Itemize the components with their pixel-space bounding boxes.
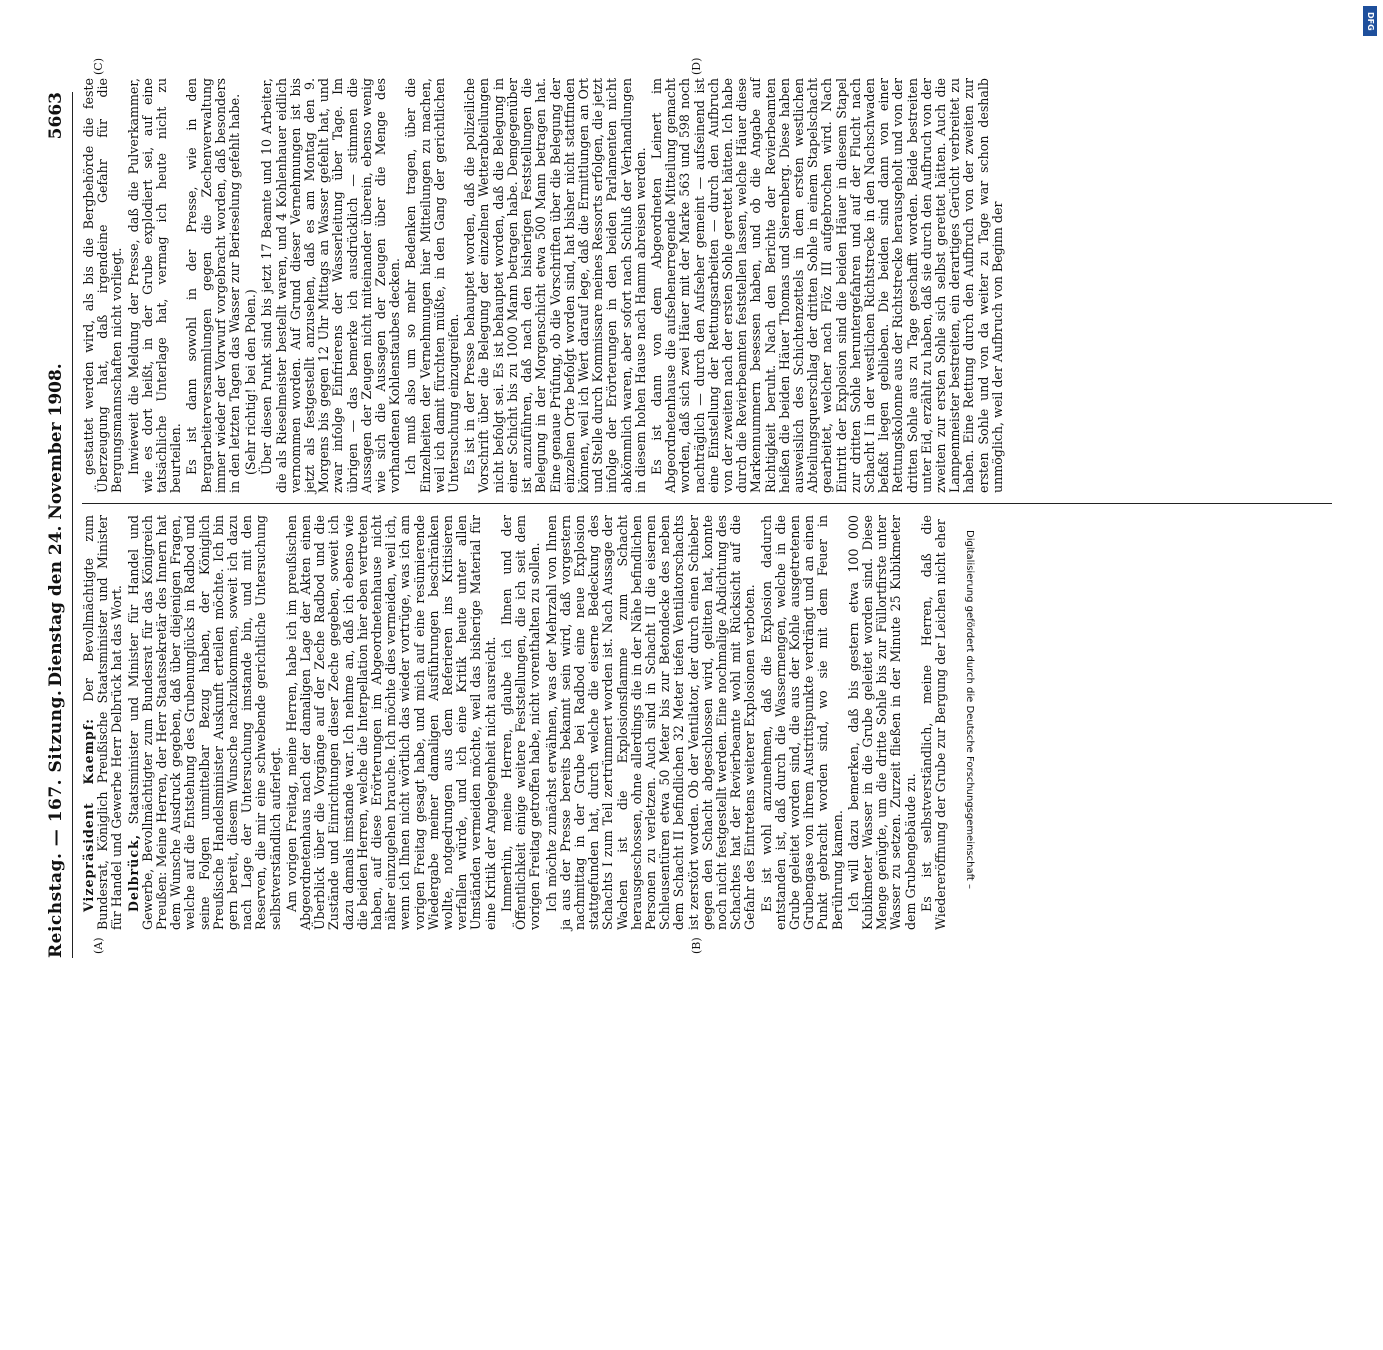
margin-marker-c: (C)	[92, 58, 105, 75]
paragraph	[920, 515, 948, 930]
dfg-logo: DFG	[1363, 6, 1377, 36]
paragraph-text: Es ist dann sowohl in der Presse, wie in den Bergarbeiterversammlungen gegen die Zechenverwaltung immer wieder der Vorwurf vorgebracht worden, daß besonders in den letzten Tagen das Wasser zur Berieselung gefehlt habe.	[184, 78, 243, 493]
paragraph	[127, 515, 283, 930]
paragraph-text: Ich muß also um so mehr Bedenken tragen, über die Einzelheiten der Vernehmungen hier Mitteilungen zu machen, weil ich damit fürchten müßte, in den Gang der gerichtlichen Untersuchung einzugreifen.	[403, 78, 462, 493]
paragraph-text: Es ist in der Presse behauptet worden, daß die polizeiliche Vorschrift über die Belegung der einzelnen Wetterabteilungen nicht befolgt sei. Es ist behauptet worden, daß die Belegung in einer Schicht bis zu 1000 Mann betragen habe. Demgegenüber ist anzuführen, daß nach den bisherigen Feststellungen die Belegung in der Morgenschicht etwa 500 Mann betragen hat. Eine genaue Prüfung, ob die Vorschriften über die Belegung der einzelnen Orte befolgt worden sind, hat bisher nicht stattfinden können, weil ich Wert darauf lege, daß die Ermittlungen an Ort und Stelle durch Kommissare meines Ressorts erfolgen, die jetzt infolge der Erörterungen in den beiden Parlamenten nicht abkömmlich waren, aber sofort nach Schluß der Verhandlungen in diesem hohen Hause nach Hamm abreisen werden.	[462, 78, 648, 493]
paragraph-text: Über diesen Punkt sind bis jetzt 17 Beamte und 10 Arbeiter, die als Rieselmeister bestellt waren, und 4 Kohlenhauer eidlich vernommen worden. Auf Grund dieser Vernehmungen ist bis jetzt als festgestellt anzusehen, daß es am Montag den 9. Morgens bis gegen 12 Uhr Mittags an Wasser gefehlt hat, und zwar infolge Einfrierens der Wasserleitung über Tage. Im übrigen — das bemerke ich ausdrücklich — stimmen die Aussagen der Zeugen nicht miteinander überein, ebenso wenig wie sich die Aussagen der Zeugen über die Menge des vorhandenen Kohlenstaubes decken.	[259, 78, 403, 493]
page-number: 5663	[46, 92, 66, 140]
header-date: Dienstag den 24. November 1908.	[46, 363, 66, 687]
margin-marker-d: (D)	[690, 57, 703, 75]
paragraph-text: gestattet werden wird, als bis die Bergbehörde die feste Überzeugung hat, daß irgendeine Gefahr für die Bergungsmannschaften nicht vorliegt.	[81, 78, 125, 493]
paragraph	[127, 78, 184, 493]
paragraph-text: Immerhin, meine Herren, glaube ich Ihnen und der Öffentlichkeit einige weitere Feststellungen, die ich seit dem vorigen Freitag getroffen habe, nicht vorenthalten zu sollen.	[498, 515, 543, 930]
paragraph	[260, 78, 402, 493]
paragraph	[82, 515, 125, 930]
paragraph-text: Es ist dann von dem Abgeordneten Leinert im Abgeordnetenhause die aufsehenerregende Mitteilung gemacht worden, daß sich zwei Häuer mit der Marke 563 und 598 noch nachträglich — durch den Aufseher gemeint — aufseinend ist eine Einstellung der Rettungsarbeiten — durch den Aufbruch von der zweiten nach der ersten Sohle gerettet hätten. Ich habe durch die Revierbeamten feststellen lassen, welche Häuer diese Markennummern besessen haben, und ob die Angabe auf Richtigkeit beruht. Nach den Berichte der Revierbeamten heißen die beiden Häuer Thomas und Sierenberg. Diese haben ausweislich des Schichtenzettels in dem ersten westlichen Abteilungsquerschlag der dritten Sohle in einem Stapelschacht gearbeitet, welcher nach Flöz III aufgebrochen wird. Nach Eintritt der Explosion sind die beiden Häuer in diesem Stapel zur dritten Sohle heruntergefahren und auf der Flucht nach Schacht I in der westlichen Richtstrecke in den Nachschwaden befaßt liegen geblieben. Die beiden sind dann von einer Rettungskolonne aus der Richtstrecke herausgeholt und von der dritten Sohle aus zu Tage geschafft worden. Beide bestreiten unter Eid, erzählt zu haben, daß sie durch den Aufbruch von der zweiten zur ersten Sohle sich selbst gerettet hätten. Auch die Lampenmeister bestreiten, ein derartiges Gerücht verbreitet zu haben. Eine Rettung durch den Aufbruch von der zweiten zur ersten Sohle und von da weiter zu Tage war schon deshalb unmöglich, weil der Aufbruch von Beginn der	[648, 78, 1005, 493]
margin-marker-b: (B)	[690, 937, 703, 954]
speaker-name: Vizepräsident Kaempf:	[81, 718, 96, 912]
paragraph	[82, 78, 125, 493]
paragraph-text: (Sehr richtig! bei den Polen.)	[243, 289, 259, 475]
right-text-column	[82, 78, 1007, 493]
paragraph-text: Ich möchte zunächst erwähnen, was der Mehrzahl von Ihnen ja aus der Presse bereits bekannt sein wird, daß vorgestern nachmittag in der Grube bei Radbod eine neue Explosion stattgefunden hat, durch welche die eiserne Bedeckung des Schachts I zum Teil zertrümmert worden ist. Nach Aussage der Wachen ist die Explosionsflamme zum Schacht herausgeschossen, ohne allerdings die in der Nähe befindlichen Personen zu verletzen. Auch sind in Schacht II die eisernen Schleusentüren etwa 50 Meter bis zur Betondecke des neben dem Schacht II befindlichen 32 Meter tiefen Ventilatorschachts ist zerstört worden. Ob der Ventilator, der durch einen Schieber gegen den Schacht abgeschlossen wird, gelitten hat, konnte noch nicht festgestellt werden. Eine nochmalige Abdichtung des Schachtes hat der Revierbeamte wohl mit Rücksicht auf die Gefahr des Eintretens weiterer Explosionen verboten.	[543, 515, 758, 930]
paragraph	[650, 78, 1005, 493]
paragraph	[185, 78, 242, 493]
paragraph-text: Der Bevollmächtigte zum Bundesrat, Königlich Preußische Staatsminister und Minister für Handel und Gewerbe Herr Delbrück hat das Wort.	[81, 515, 125, 930]
paragraph	[545, 515, 758, 930]
paragraph	[285, 515, 498, 930]
paragraph-text: Am vorigen Freitag, meine Herren, habe ich im preußischen Abgeordnetenhaus nach der damaligen Lage der Akten einen Überblick über die Vorgänge auf der Zeche Radbod und die Zustände und Einrichtungen dieser Zeche gegeben, soweit ich dazu damals imstande war. Ich nehme an, daß ich ebenso wie die beiden Herren, welche die Interpellation hier eben vertreten haben, auf diese Erörterungen im Abgeordnetenhause nicht näher einzugehen brauche. Ich möchte dies vermeiden, weil ich, wenn ich Ihnen nicht wörtlich das wieder vortrüge, was ich am vorigen Freitag gesagt habe, und mich auf eine resümierende Wiedergabe meiner damaligen Ausführungen beschränken wollte, notgedrungen aus dem Referieren ins Kritisieren verfallen würde, und ich eine Kritik heute unter allen Umständen vermeiden möchte, weil das bisherige Material für eine Kritik der Angelegenheit nicht ausreicht.	[283, 515, 498, 930]
speaker-name: Delbrück,	[125, 833, 141, 912]
left-text-column	[82, 515, 950, 930]
paragraph	[463, 78, 648, 493]
paragraph	[847, 515, 918, 930]
paragraph-text: Ich will dazu bemerken, daß bis gestern etwa 100 000 Kubikmeter Wasser in die Grube geleitet worden sind. Diese Menge genügte, um die dritte Sohle bis zur Füllortfirste unter Wasser zu setzen. Zurzeit fließen in der Minute 25 Kubikmeter dem Grubengebäude zu.	[845, 515, 918, 930]
margin-marker-a: (A)	[92, 937, 105, 954]
paragraph-text: Inwieweit die Meldung der Presse, daß die Pulverkammer, wie es dort heißt, in der Grube explodiert sei, auf eine tatsächliche Unterlage hat, vermag ich heute nicht zu beurteilen.	[125, 78, 184, 493]
paragraph-text: Es ist selbstverständlich, meine Herren, daß die Wiedereröffnung der Grube zur Bergung der Leichen nicht eher	[918, 515, 948, 930]
paragraph	[244, 78, 258, 493]
paragraph	[500, 515, 543, 930]
paragraph-text: Staatsminister und Minister für Handel und Gewerbe, Bevollmächtigter zum Bundesrat für das Königreich Preußen: Meine Herren, der Herr Staatssekretär des Innern hat dem Wunsche Ausdruck gegeben, daß über diejenigen Fragen, welche auf die Entstehung des Grubenunglücks in Radbod und seine Folgen unmittelbar Bezug haben, der Königlich Preußische Handelsminister Auskunft erteilen möchte. Ich bin gern bereit, diesem Wunsche nachzukommen, soweit ich dazu nach Lage der Untersuchung imstande bin, und mit den Reserven, die mir eine schwebende gerichtliche Untersuchung selbstverständlich auferlegt.	[125, 515, 283, 930]
digitization-footnote: Digitalisierung gefördert durch die Deutsche Forschungsgemeinschaft –	[964, 530, 975, 890]
paragraph	[404, 78, 461, 493]
paragraph-text: Es ist wohl anzunehmen, daß die Explosion dadurch entstanden ist, daß durch die Wassermengen, welche in die Grube geleitet worden sind, die aus der Kohle ausgetretenen Grubengase von ihrem Austrittspunkte verdrängt und an einen Punkt gebracht worden sind, wo sie mit dem Feuer in Berührung kamen.	[758, 515, 845, 930]
page-header	[42, 92, 73, 958]
header-session: Reichstag. — 167. Sitzung.	[46, 689, 66, 958]
column-divider	[82, 503, 1332, 504]
paragraph	[760, 515, 845, 930]
